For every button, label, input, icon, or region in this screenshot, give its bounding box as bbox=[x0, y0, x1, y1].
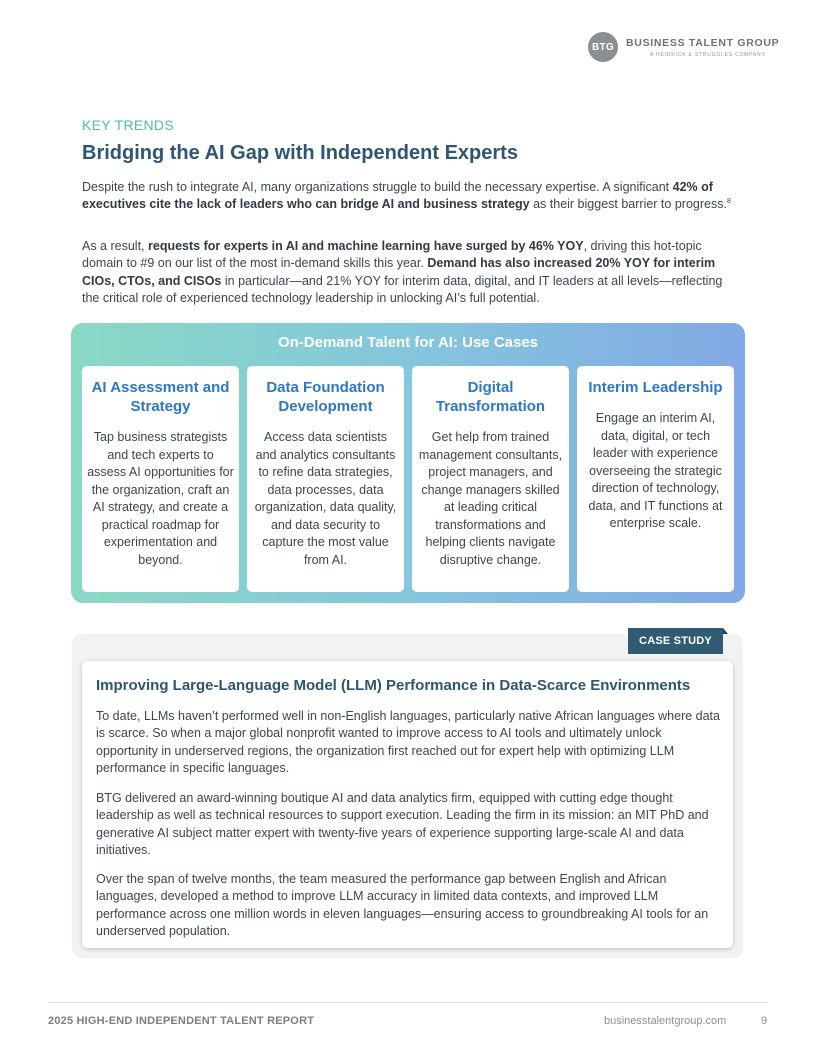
page-title: Bridging the AI Gap with Independent Experts bbox=[82, 142, 518, 164]
intro-paragraph-2: As a result, requests for experts in AI and machine learning have surged by 46% YOY, driving this hot-topic domain to #9 on our list of the most in-demand skills this year. Demand has also increased 20% YOY for interim CIOs, CTOs, and CISOs in particular—and 21% YOY for interim data, digital, and IT leaders at all levels—reflecting the critical role of experienced technology leadership in unlocking AI’s full potential. bbox=[82, 239, 723, 306]
use-case-body: Engage an interim AI, data, digital, or tech leader with experience overseeing the strategic direction of technology, data, and IT functions at enterprise scale. bbox=[588, 411, 723, 530]
use-case-title: Interim Leadership bbox=[588, 379, 723, 396]
section-eyebrow: KEY TRENDS bbox=[82, 117, 174, 133]
case-study-tag-fold bbox=[723, 628, 728, 634]
footer-url-link[interactable]: businesstalentgroup.com bbox=[604, 1015, 727, 1027]
footer-divider bbox=[48, 1002, 768, 1003]
case-study-paragraph: To date, LLMs haven’t performed well in non-English languages, particularly native African languages where data is scarce. So when a major global nonprofit wanted to improve access to AI tools and ultimately unlock opportunity in underserved regions, the organization first reached out for expert help with optimizing LLM performance in specific languages. bbox=[96, 709, 720, 776]
footer-report-title: 2025 HIGH-END INDEPENDENT TALENT REPORT bbox=[48, 1015, 315, 1027]
use-case-title: Data Foundation Development bbox=[266, 379, 385, 415]
use-case-body: Tap business strategists and tech experts to assess AI opportunities for the organization, craft an AI strategy, and create a practical roadmap for experimentation and beyond. bbox=[87, 430, 234, 567]
use-case-card bbox=[412, 366, 569, 592]
use-cases-panel bbox=[71, 323, 745, 603]
use-case-title: Digital Transformation bbox=[435, 379, 546, 415]
brand-logo bbox=[588, 31, 780, 63]
logo-tagline: A HEIDRICK & STRUGGLES COMPANY bbox=[650, 52, 766, 58]
logo-name: BUSINESS TALENT GROUP bbox=[626, 37, 780, 49]
use-case-title: AI Assessment and Strategy bbox=[91, 379, 230, 415]
use-cases-title: On-Demand Talent for AI: Use Cases bbox=[277, 334, 539, 351]
intro-paragraph-1: Despite the rush to integrate AI, many organizations struggle to build the necessary expertise. A significant 42% of executives cite the lack of leaders who can bridge AI and business strategy as their biggest barrier to progress.$^8$ bbox=[82, 180, 731, 212]
case-study-paragraph: BTG delivered an award-winning boutique AI and data analytics firm, equipped with cutting edge thought leadership as well as technical resources to support execution. Leading the firm in its mission: an MIT PhD and generative AI subject matter expert with twenty-five years of experience supporting large-scale AI and data initiatives. bbox=[96, 791, 709, 858]
use-case-card bbox=[247, 366, 404, 592]
use-case-body: Get help from trained management consultants, project managers, and change managers skilled at leading critical transformations and helping clients navigate disruptive change. bbox=[418, 430, 563, 567]
stat-highlight: 42% of executives cite the lack of leaders who can bridge AI and business strategy bbox=[82, 180, 713, 212]
logo-mark: BTG bbox=[588, 32, 618, 62]
case-study-tag: CASE STUDY bbox=[628, 628, 723, 654]
footnote-ref[interactable]: 8 bbox=[726, 198, 731, 206]
use-case-card bbox=[577, 366, 734, 592]
stat-highlight: requests for experts in AI and machine learning have surged by 46% YOY bbox=[148, 239, 584, 253]
stat-highlight: Demand has also increased 20% YOY for interim CIOs, CTOs, and CISOs bbox=[82, 256, 716, 288]
use-case-card bbox=[82, 366, 239, 592]
case-study-card bbox=[82, 661, 733, 948]
use-case-body: Access data scientists and analytics consultants to refine data strategies, data processes, data organization, data quality, and data security to capture the most value from AI. bbox=[254, 430, 397, 567]
case-study-title: Improving Large-Language Model (LLM) Performance in Data-Scarce Environments bbox=[96, 677, 691, 694]
page-number: 9 bbox=[761, 1015, 768, 1027]
case-study-paragraph: Over the span of twelve months, the team measured the performance gap between English and African languages, developed a method to improve LLM accuracy in limited data contexts, and improved LLM performance across one million words in eleven languages—ensuring access to groundbreaking AI tools for an underserved population. bbox=[96, 872, 709, 939]
